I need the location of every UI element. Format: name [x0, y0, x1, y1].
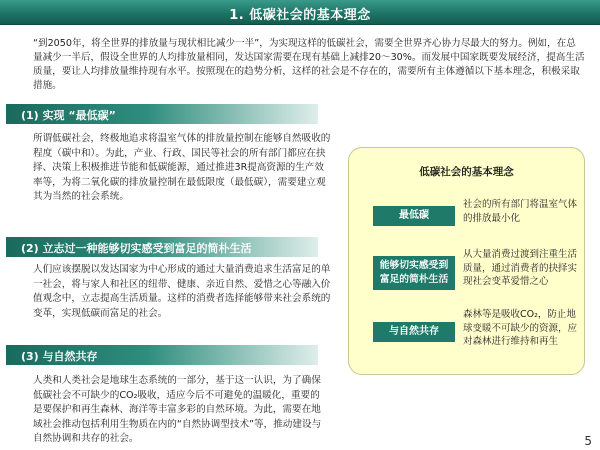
section-1-heading: (1) 实现 “最低碳” [21, 109, 116, 122]
concept-summary-box [348, 147, 585, 375]
concept-desc-simple-life: 从大量消费过渡到注重生活质量，通过消费者的抉择实现社会变革爱惜之心 [463, 249, 578, 287]
concept-box-title: 低碳社会的基本理念 [419, 166, 514, 178]
section-3-body: 人类和人类社会是地球生态系统的一部分，基于这一认识，为了确保低碳社会不可缺少的CO₂吸收，适应今后不可避免的温暖化，重要的是要保护和再生森林、海洋等丰富多彩的自然环境。为此，需要在地域社会推动包括利用生物质在内的“自然协调型技术”等，推动建设与自然协调和共存的社会。 [33, 375, 322, 444]
section-header-3 [6, 345, 318, 365]
page-number: 5 [584, 434, 592, 448]
concept-label-coexist-nature: 与自然共存 [373, 322, 455, 342]
concept-desc-lowest-carbon: 社会的所有部门将温室气体的排放最小化 [463, 199, 578, 224]
concept-label-simple-life: 能够切实感受到富足的简朴生活 [373, 256, 455, 290]
title-bar [0, 0, 600, 25]
section-2-body: 人们应该摆脱以发达国家为中心形成的通过大量消费追求生活富足的单一社会，将与家人和社区的纽带、健康、亲近自然、爱惜之心等融入价值观念中，立志提高生活质量。这样的消费者选择能够带来社会系统的变革，实现低碳而富足的社会。 [33, 264, 331, 319]
section-1-body: 所谓低碳社会，终极地追求将温室气体的排放量控制在能够自然吸收的程度（碳中和）。为此，产业、行政、国民等社会的所有部门都应在抉择、决策上积极推进节能和低碳能源，通过推进3R提高资源的生产效率等，为将二氧化碳的排放量控制在最低限度（最低碳），需要建立观其为当然的社会系统。 [33, 133, 331, 202]
concept-label-lowest-carbon: 最低碳 [373, 206, 455, 226]
section-2-heading: (2) 立志过一种能够切实感受到富足的简朴生活 [21, 242, 252, 255]
section-header-1 [6, 104, 318, 124]
concept-desc-coexist-nature: 森林等是吸收CO₂，防止地球变暖不可缺少的资源，应对森林进行维持和再生 [463, 309, 578, 347]
page-title: 1. 低碳社会的基本理念 [229, 8, 371, 23]
section-3-heading: (3) 与自然共存 [21, 350, 98, 363]
section-header-2 [6, 237, 318, 257]
intro-paragraph: “到2050年，将全世界的排放量与现状相比减少一半”，为实现这样的低碳社会，需要全世界齐心协力尽最大的努力。例如，在总量减少一半后，假设全世界的人均排放量相同，发达国家需要在现有基础上减排20～30%。而发展中国家既要发展经济，提高生活质量，要让人均排放量维持现有水平。按照现在的趋势分析，这样的社会是不存在的，需要所有主体遵循以下基本理念，积极采取措施。 [33, 38, 585, 91]
